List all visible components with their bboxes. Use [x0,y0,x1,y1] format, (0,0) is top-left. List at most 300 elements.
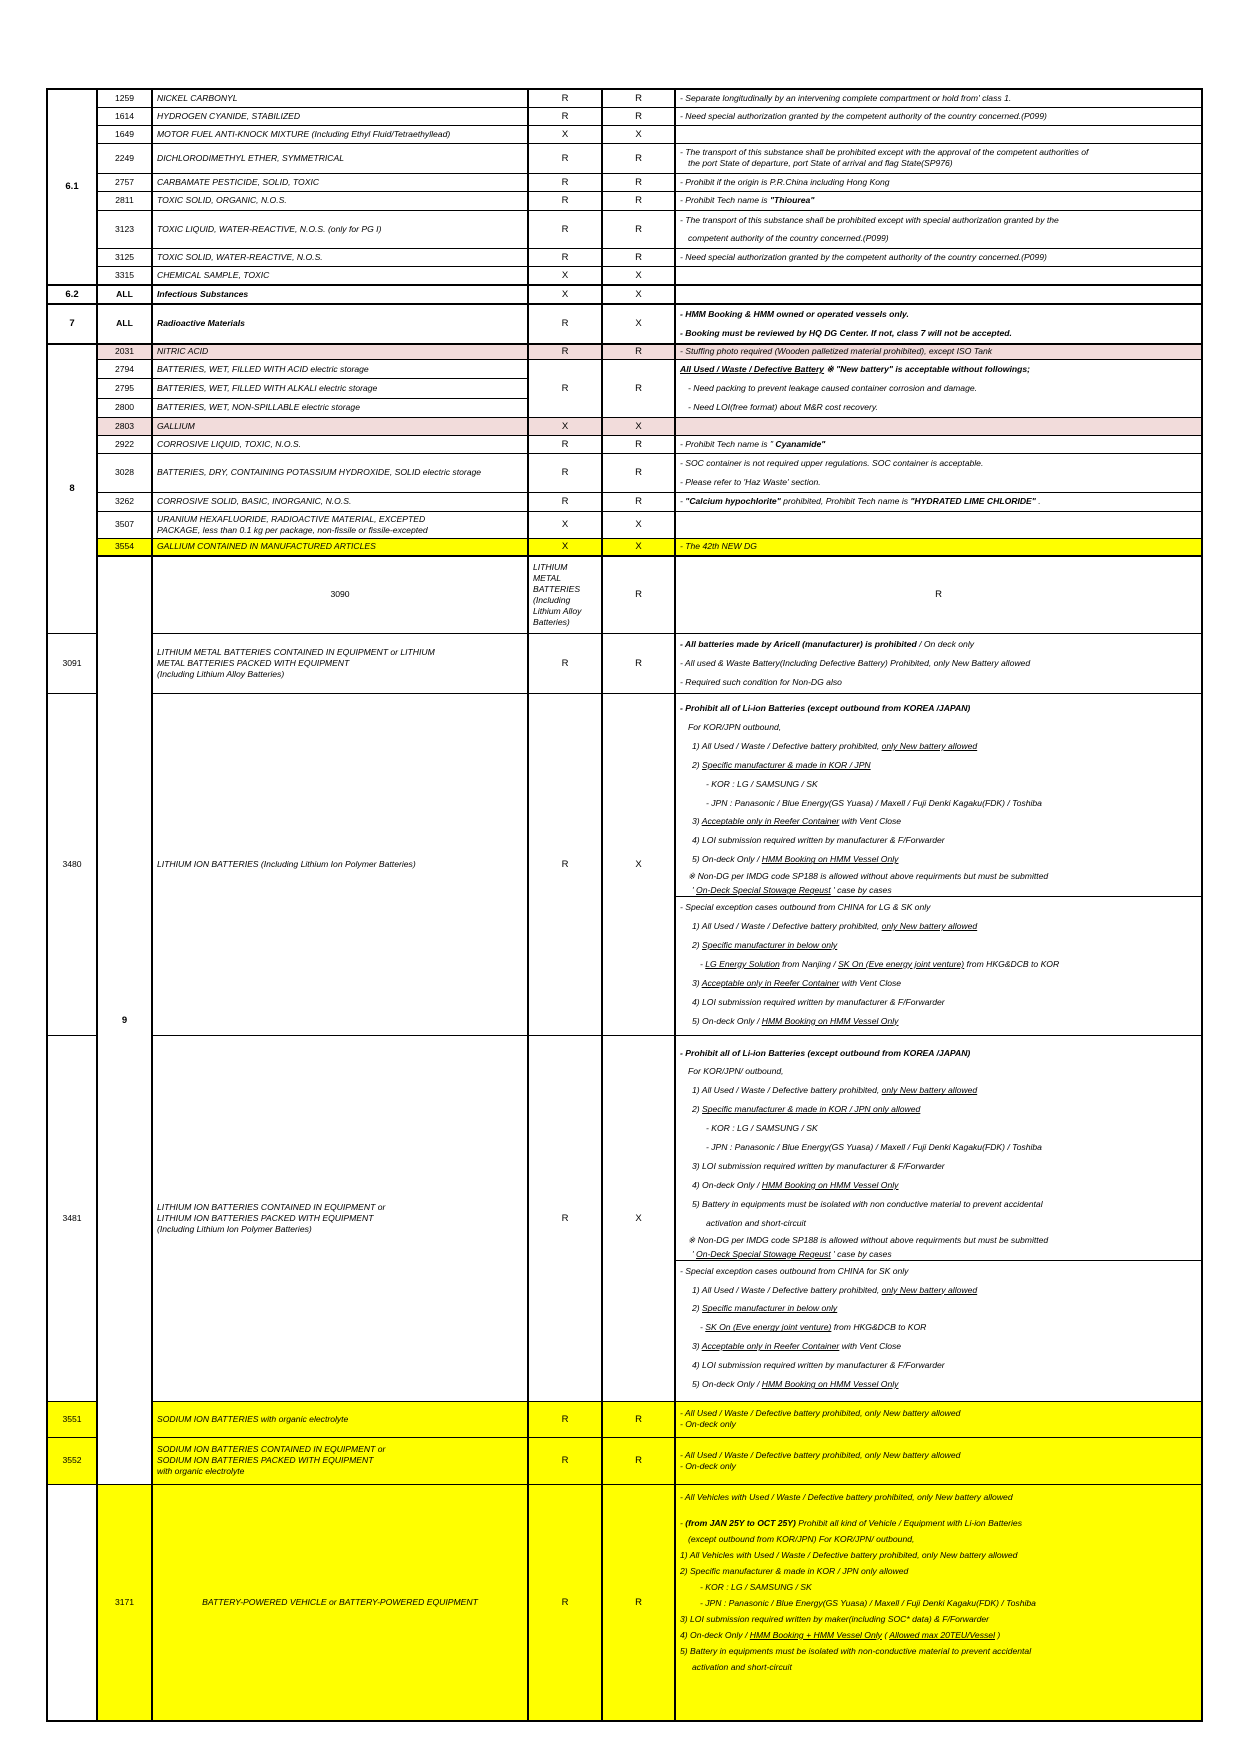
remark-text: 1) All Used / Waste / Defective battery prohibited, [692,1085,882,1096]
remark-text: (from JAN 25Y to OCT 25Y) [685,1517,796,1528]
policy-cell: R [528,249,602,267]
remark-text: ' [692,1248,697,1259]
remark-line: - Prohibit all of Li-ion Batteries (except outbound from KOREA /JAPAN) [680,1047,971,1058]
table-row [47,511,1202,538]
substance-name: SODIUM ION BATTERIES with organic electrolyte [152,1401,528,1437]
policy-cell: X [602,538,675,556]
un-number: 2803 [97,417,152,435]
tech-name: "HYDRATED LIME CHLORIDE" [910,496,1036,507]
remark-line [680,635,1198,654]
remark [675,304,1202,344]
remark-line: For KOR/JPN/ outbound, [688,1066,784,1077]
remark-line [680,812,1198,831]
remark-line [680,360,1198,379]
table-row [47,453,1202,492]
substance-name-line: LITHIUM METAL BATTERIES CONTAINED IN EQUIPMENT or LITHIUM [157,646,435,657]
remark-block-china [676,896,1202,1030]
un-number: 1614 [97,107,152,125]
remark-line: - Special exception cases outbound from CHINA for LG & SK only [680,902,931,913]
remark-line [680,1318,1198,1337]
un-number: 3480 [47,693,97,1035]
un-number: 2922 [97,435,152,453]
remark [675,1437,1202,1484]
remark-text: - All batteries made by Aricell (manufacturer) is prohibited [680,638,917,649]
table-row [47,89,1202,107]
substance-name: DICHLORODIMETHYL ETHER, SYMMETRICAL [152,143,528,173]
remark: - Stuffing photo required (Wooden palletized material prohibited), except ISO Tank [675,344,1202,360]
policy-cell: R [602,89,675,107]
substance-name: NICKEL CARBONYL [152,89,528,107]
substance-name: TOXIC SOLID, ORGANIC, N.O.S. [152,191,528,210]
remark-line [680,1299,1198,1318]
remark-text: from Nanjing / [779,958,839,969]
remark-line: - Booking must be reviewed by HQ DG Center. If not, class 7 will not be accepted. [680,327,1012,338]
policy-cell: R [528,693,602,1035]
table-row [47,435,1202,453]
remark-line: - SOC container is not required upper regulations. SOC container is acceptable. [680,457,984,468]
remark-text: 1) All Used / Waste / Defective battery prohibited, [692,740,882,751]
remark [675,125,1202,143]
substance-name: Infectious Substances [152,285,528,304]
remark-line: - KOR : LG / SAMSUNG / SK [700,1581,812,1592]
remark-text: Prohibit all kind of Vehicle / Equipment with Li-ion Batteries [795,1517,1022,1528]
remark-line [680,1012,1198,1031]
remark [675,210,1202,249]
substance-name: BATTERIES, WET, FILLED WITH ALKALI electric storage [152,379,528,398]
policy-cell: X [602,693,675,1035]
remark-text: Allowed max 20TEU/Vessel [889,1629,995,1640]
table-row [47,210,1202,249]
remark [675,1035,1202,1401]
table-row [47,492,1202,511]
remark-line: activation and short-circuit [706,1217,806,1228]
substance-name: GALLIUM [152,417,528,435]
remark: - Need special authorization granted by the competent authority of the country concerned.(P099) [675,249,1202,267]
policy-cell: R [528,304,602,344]
class-cell: 7 [47,304,97,344]
remark-line: - Special exception cases outbound from CHINA for SK only [680,1265,909,1276]
remark-line: - Prohibit all of Li-ion Batteries (except outbound from KOREA /JAPAN) [680,703,971,714]
un-number: 1649 [97,125,152,143]
substance-name-line: LITHIUM ION BATTERIES CONTAINED IN EQUIPMENT or [157,1201,386,1212]
remark-line: the port State of departure, port State of arrival and flag State(SP976) [688,158,953,168]
remark-text: - [700,958,706,969]
un-number: 2795 [97,379,152,398]
remark-text: with Vent Close [839,977,902,988]
substance-name: TOXIC SOLID, WATER-REACTIVE, N.O.S. [152,249,528,267]
remark [675,360,1202,418]
remark-text: 3) [692,816,702,827]
remark-line: 4) LOI submission required written by manufacturer & F/Forwarder [692,1360,945,1371]
policy-cell: R [675,556,1202,633]
policy-cell: R [602,1437,675,1484]
remark-line: - HMM Booking & HMM owned or operated vessels only. [680,308,909,319]
substance-name: CHEMICAL SAMPLE, TOXIC [152,267,528,285]
un-number: 3507 [97,511,152,538]
remark-line: - All used & Waste Battery(Including Defective Battery) Prohibited, only New Battery allowed [680,657,1031,668]
remark [675,267,1202,285]
policy-cell: X [528,285,602,304]
remark-line: 3) LOI submission required written by maker(including SOC* data) & F/Forwarder [680,1613,990,1624]
policy-cell: R [528,143,602,173]
substance-name: BATTERIES, DRY, CONTAINING POTASSIUM HYDROXIDE, SOLID electric storage [152,453,528,492]
remark-line: 3) LOI submission required written by manufacturer & F/Forwarder [692,1161,945,1172]
un-number: 1259 [97,89,152,107]
un-number: 3481 [47,1035,97,1401]
policy-cell: R [602,1401,675,1437]
table-row [47,125,1202,143]
remark-text: 3) [692,1341,702,1352]
remark-line [680,1375,1198,1394]
remark-text: Specific manufacturer in below only [702,940,838,950]
remark-text: 2) [692,940,703,950]
remark-text: On-Deck Special Stowage Reqeust [696,885,831,896]
policy-cell: X [602,417,675,435]
remark-line [680,1176,1198,1195]
remark-block-china [676,1260,1202,1394]
remark-text: ※ "New battery" is acceptable without followings; [824,364,1030,375]
policy-cell: R [528,435,602,453]
substance-name: HYDROGEN CYANIDE, STABILIZED [152,107,528,125]
remark-line [680,974,1198,993]
remark-line: - On-deck only [680,1419,736,1430]
substance-name: LITHIUM METAL BATTERIES (Including Lithium Alloy Batteries) [528,556,602,633]
remark-line: 5) Battery in equipments must be isolated with non conductive material to prevent accidental [692,1198,1043,1209]
un-number: 2757 [97,173,152,191]
remark-line: - JPN : Panasonic / Blue Energy(GS Yuasa) / Maxell / Fuji Denki Kagaku(FDK) / Toshiba [706,797,1042,808]
policy-cell: X [528,267,602,285]
remark [675,417,1202,435]
remark [675,191,1202,210]
policy-cell: R [602,107,675,125]
remark-line: - Need packing to prevent leakage caused container corrosion and damage. [688,383,978,394]
remark-text: only New battery allowed [881,740,978,751]
substance-name [152,1035,528,1401]
policy-cell: R [528,210,602,249]
remark-line [680,1100,1198,1119]
remark: - Need special authorization granted by the competent authority of the country concerned.(P099) [675,107,1202,125]
remark [675,1401,1202,1437]
tech-name: Cyanamide" [775,438,826,449]
table-row [47,538,1202,556]
remark-text: prohibited, Prohibit Tech name is [780,496,911,507]
table-row [47,191,1202,210]
remark-line: - Need LOI(free format) about M&R cost recovery. [688,401,878,412]
remark-line [680,955,1198,974]
un-number: ALL [97,304,152,344]
remark-text: from HKG&DCB to KOR [964,958,1060,969]
remark-line [680,1081,1198,1100]
remark-block-kor-jpn [676,1043,1202,1260]
remark-line: 4) LOI submission required written by manufacturer & F/Forwarder [692,996,945,1007]
remark-text: - Prohibit Tech name is " [680,438,776,449]
remark-text: 1) All Used / Waste / Defective battery prohibited, [692,1284,882,1295]
remark-text: . [1035,496,1041,507]
table-row [47,267,1202,285]
un-number: 2794 [97,360,152,379]
class-cell: 8 [47,344,97,634]
remark: - The 42th NEW DG [675,538,1202,556]
remark-line: - The transport of this substance shall be prohibited except with the approval of the competent authorities of [680,147,1089,157]
remark-text: 1) All Used / Waste / Defective battery prohibited, [692,921,882,932]
un-number: 3262 [97,492,152,511]
remark-text: HMM Booking on HMM Vessel Only [761,1379,899,1390]
policy-cell: R [602,435,675,453]
remark-text: Specific manufacturer & made in KOR / JPN [702,759,871,770]
remark-text: / On deck only [916,638,975,649]
policy-cell: R [528,1437,602,1484]
remark-text: 4) On-deck Only / [692,1179,762,1190]
remark-text: - Prohibit Tech name is [680,195,770,205]
table-row [47,360,1202,379]
class-cell: 9 [97,556,152,1484]
substance-name-line: with organic electrolyte [157,1466,245,1477]
remark [675,633,1202,693]
remark-text: Acceptable only in Reefer Container [701,816,840,827]
remark-line [680,1627,1198,1643]
un-number: ALL [97,285,152,304]
policy-cell: X [602,1035,675,1401]
remark-line: - JPN : Panasonic / Blue Energy(GS Yuasa) / Maxell / Fuji Denki Kagaku(FDK) / Toshiba [700,1597,1036,1608]
table-row [47,173,1202,191]
policy-cell: X [528,538,602,556]
remark: - Separate longitudinally by an intervening complete compartment or hold from' class 1. [675,89,1202,107]
substance-name: BATTERIES, WET, FILLED WITH ACID electric storage [152,360,528,379]
remark [675,511,1202,538]
policy-cell: R [602,453,675,492]
policy-cell: R [602,633,675,693]
table-row [47,143,1202,173]
substance-name-line: (Including Lithium Ion Polymer Batteries) [157,1223,312,1234]
policy-cell: R [602,210,675,249]
policy-cell: X [602,285,675,304]
policy-cell: R [528,453,602,492]
substance-name: Radioactive Materials [152,304,528,344]
remark-text: SK On (Eve energy joint venture) [705,1322,832,1333]
remark-line [680,884,1198,896]
tech-name: "Thiourea" [769,195,815,205]
policy-cell: X [528,511,602,538]
remark-line: - KOR : LG / SAMSUNG / SK [706,778,818,789]
remark-line [680,1248,1198,1260]
substance-name: CORROSIVE SOLID, BASIC, INORGANIC, N.O.S. [152,492,528,511]
remark-line: - Please refer to 'Haz Waste' section. [680,476,821,487]
substance-name: LITHIUM ION BATTERIES (Including Lithium Ion Polymer Batteries) [152,693,528,1035]
dg-restriction-sheet [46,88,1203,1722]
un-number: 3090 [152,556,528,633]
policy-cell: R [528,107,602,125]
remark-line: 1) All Vehicles with Used / Waste / Defective battery prohibited, only New battery allowed [680,1549,1018,1560]
remark-text: 3) [692,977,702,988]
remark-line: 5) Battery in equipments must be isolated with non-conductive material to prevent accidental [680,1645,1032,1656]
policy-cell: X [602,125,675,143]
remark-text: 5) On-deck Only / [692,1379,762,1390]
remark [675,492,1202,511]
remark-text: only New battery allowed [881,1085,978,1096]
substance-name [152,1437,528,1484]
policy-cell: R [602,173,675,191]
remark-text: 2) [692,1303,703,1314]
policy-cell: X [528,417,602,435]
table-row [47,304,1202,344]
remark-line: ※ Non-DG per IMDG code SP188 is allowed without above requirments but must be submitted [688,871,1049,882]
remark-line: (except outbound from KOR/JPN) For KOR/JPN/ outbound, [688,1533,915,1544]
policy-cell: R [528,633,602,693]
remark-text: SK On (Eve energy joint venture) [838,958,965,969]
remark-line: - On-deck only [680,1460,736,1471]
un-number: 2031 [97,344,152,360]
remark [675,285,1202,304]
remark-text: On-Deck Special Stowage Reqeust [696,1248,831,1259]
policy-cell: R [602,492,675,511]
class-cell: 6.2 [47,285,97,304]
remark-line: competent authority of the country concerned.(P099) [688,233,889,244]
remark-line: - Required such condition for Non-DG also [680,676,842,687]
remark-line: - KOR : LG / SAMSUNG / SK [706,1123,818,1134]
un-number: 2249 [97,143,152,173]
policy-cell: R [528,1484,602,1721]
policy-cell: X [528,125,602,143]
remark-line: - All Used / Waste / Defective battery prohibited, only New battery allowed [680,1408,961,1419]
remark-text: - [680,1517,686,1528]
substance-name: MOTOR FUEL ANTI-KNOCK MIXTURE (Including Ethyl Fluid/Tetraethyllead) [152,125,528,143]
remark-text: Specific manufacturer in below only [702,1303,838,1314]
table-row [47,1401,1202,1437]
policy-cell: R [528,344,602,360]
policy-cell: R [528,1401,602,1437]
remark-text: HMM Booking + HMM Vessel Only [749,1629,882,1640]
policy-cell: R [528,492,602,511]
remark-text: 2) [692,759,703,770]
remark-text: Acceptable only in Reefer Container [701,977,840,988]
remark [675,693,1202,1035]
dg-restriction-table [46,88,1203,1722]
remark-text: HMM Booking on HMM Vessel Only [761,854,899,865]
table-row [47,1437,1202,1484]
remark-text: with Vent Close [839,816,902,827]
remark-line: - The transport of this substance shall be prohibited except with special authorization granted by the [680,214,1059,225]
remark-text: ( [881,1629,890,1640]
remark: - Prohibit if the origin is P.R.China including Hong Kong [675,173,1202,191]
remark-line: - All Vehicles with Used / Waste / Defective battery prohibited, only New battery allowed [680,1491,1013,1502]
remark-text: 5) On-deck Only / [692,854,762,865]
policy-cell: X [602,304,675,344]
un-number: 2800 [97,398,152,417]
substance-name [152,511,528,538]
table-row [47,1035,1202,1401]
table-row [47,107,1202,125]
table-row [47,556,1202,633]
remark [675,143,1202,173]
un-number: 3123 [97,210,152,249]
policy-cell: R [528,1035,602,1401]
remark-line [680,737,1198,756]
remark-text: ' case by cases [830,1248,892,1259]
tech-name: "Calcium hypochlorite" [685,496,781,507]
remark-text: HMM Booking on HMM Vessel Only [761,1179,899,1190]
policy-cell: R [602,1484,675,1721]
remark-line: For KOR/JPN outbound, [688,721,782,732]
class-cell: 6.1 [47,89,97,285]
remark-text: from HKG&DCB to KOR [831,1322,927,1333]
un-number: 3091 [47,633,97,693]
remark-line [680,1281,1198,1300]
substance-name-line: METAL BATTERIES PACKED WITH EQUIPMENT [157,657,350,668]
remark-text: ' case by cases [830,885,892,896]
substance-name-line: (Including Lithium Alloy Batteries) [157,668,285,679]
remark-text: - [700,1322,706,1333]
un-number: 3554 [97,538,152,556]
remark-text: All Used / Waste / Defective Battery [680,364,825,375]
substance-name: CARBAMATE PESTICIDE, SOLID, TOXIC [152,173,528,191]
substance-name: NITRIC ACID [152,344,528,360]
table-row [47,693,1202,1035]
remark-text: ' [692,885,697,896]
table-row [47,417,1202,435]
policy-cell: R [602,360,675,418]
substance-name-line: URANIUM HEXAFLUORIDE, RADIOACTIVE MATERIAL, EXCEPTED [157,513,426,524]
remark-text: only New battery allowed [881,1284,978,1295]
remark-text: Acceptable only in Reefer Container [701,1341,840,1352]
policy-cell: R [602,143,675,173]
substance-name-line: SODIUM ION BATTERIES CONTAINED IN EQUIPMENT or [157,1444,386,1455]
table-row [47,633,1202,693]
remark-text: - [680,496,686,507]
remark-line [680,756,1198,775]
class-cell [47,1484,97,1721]
un-number: 3551 [47,1401,97,1437]
policy-cell: X [602,267,675,285]
remark-line [680,936,1198,955]
substance-name-line: PACKAGE, less than 0.1 kg per package, non-fissile or fissile-excepted [157,524,428,535]
remark [675,435,1202,453]
remark-line [680,1337,1198,1356]
remark-line: 4) LOI submission required written by manufacturer & F/Forwarder [692,835,945,846]
remark-line: - All Used / Waste / Defective battery prohibited, only New battery allowed [680,1449,961,1460]
remark-text: ) [995,1629,1001,1640]
remark-text: Specific manufacturer & made in KOR / JPN only allowed [702,1104,921,1115]
remark-text: HMM Booking on HMM Vessel Only [761,1015,899,1026]
policy-cell: R [528,89,602,107]
policy-cell: R [602,191,675,210]
policy-cell: R [602,344,675,360]
substance-name: BATTERY-POWERED VEHICLE or BATTERY-POWERED EQUIPMENT [152,1484,528,1721]
table-row [47,249,1202,267]
un-number: 3125 [97,249,152,267]
policy-cell: R [528,191,602,210]
remark-line: ※ Non-DG per IMDG code SP188 is allowed without above requirments but must be submitted [688,1234,1049,1245]
remark-text: 2) [692,1104,703,1115]
policy-cell: R [602,249,675,267]
remark-line [680,917,1198,936]
policy-cell: R [602,556,675,633]
table-row [47,285,1202,304]
remark-block-kor-jpn [676,698,1202,896]
policy-cell: R [528,173,602,191]
remark-text: LG Energy Solution [705,958,780,969]
remark-text: 4) On-deck Only / [680,1629,750,1640]
remark [675,1484,1202,1721]
substance-name: TOXIC LIQUID, WATER-REACTIVE, N.O.S. (only for PG I) [152,210,528,249]
un-number: 3552 [47,1437,97,1484]
remark-text: only New battery allowed [881,921,978,932]
table-row [47,344,1202,360]
policy-cell: R [528,360,602,418]
substance-name-line: SODIUM ION BATTERIES PACKED WITH EQUIPMENT [157,1455,374,1466]
substance-name [152,633,528,693]
un-number: 3315 [97,267,152,285]
un-number: 2811 [97,191,152,210]
